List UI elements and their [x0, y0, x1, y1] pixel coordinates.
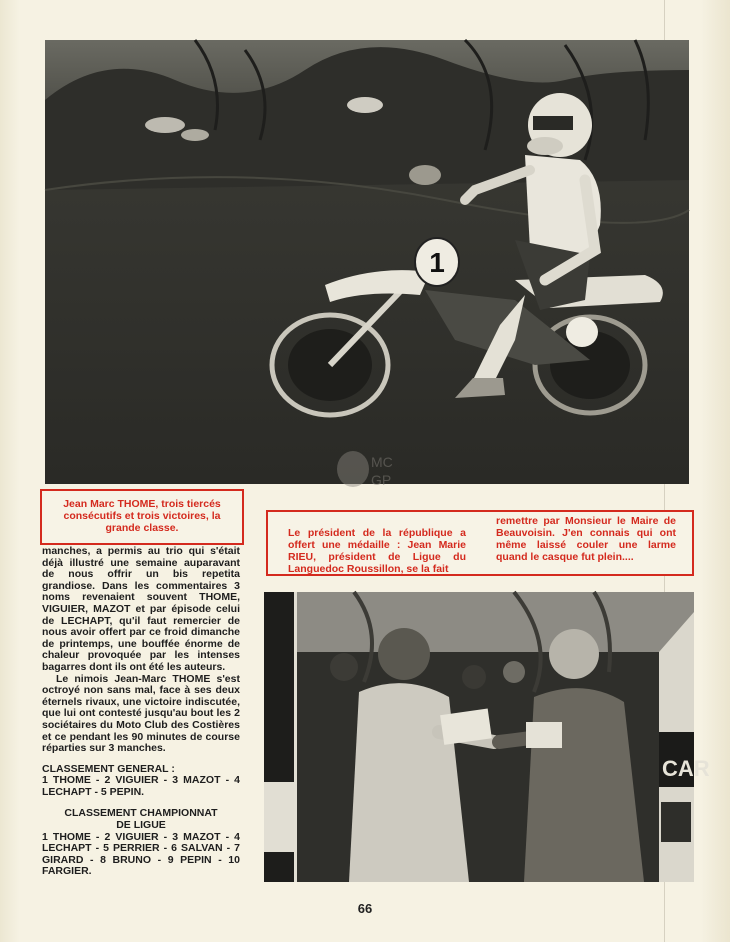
page-number: 66 [357, 901, 373, 916]
caption-right-column-2: remettre par Monsieur le Maire de Beauvoisin. J'en connais qui ont même laissé couler une larme quand le casque fut plein.... [496, 515, 676, 563]
general-ranking-results: 1 THOME - 2 VIGUIER - 3 MAZOT - 4 LECHAPT - 5 PEPIN. [42, 774, 240, 798]
league-ranking-results: 1 THOME - 2 VIGUIER - 3 MAZOT - 4 LECHAPT - 5 PERRIER - 6 SALVAN - 7 GIRARD - 8 BRUNO - 9 PEPIN - 10 FARGIER. [42, 830, 240, 878]
caption-box-left [40, 489, 244, 545]
article-column [42, 546, 240, 878]
truck-lettering: CAR [662, 756, 710, 781]
motocross-rider-photo [45, 40, 689, 484]
top-bike-number: 1 [429, 247, 445, 278]
general-ranking-title: CLASSEMENT GENERAL : [42, 762, 175, 775]
caption-box-right [266, 510, 694, 576]
caption-left-text: Jean Marc THOME, trois tiercés consécutifs et trois victoires, la grande classe. [63, 498, 221, 534]
svg-text:MC: MC [371, 454, 393, 470]
article-paragraph-2: Le nimois Jean-Marc THOME s'est octroyé non sans mal, face à ses deux éternels rivaux, une victoire indiscutée, que lui ont contesté jusqu'au bout les 2 sociétaires du Moto Club des Costières et ce pendant les 90 minutes de course réparties sur 3 manches. [42, 672, 240, 755]
article-paragraph-1: manches, a permis au trio qui s'était déjà illustré une semaine auparavant de nous offrir un bis repetita grandiose. Dans les commentaires 3 noms revenaient souvent THOME, VIGUIER, MAZOT et par épisode celui de LECHAPT, qu'il faut remercier de nous avoir offert par ce froid dimanche de printemps, une bouffée énorme de chaleur provoquée par les intenses bagarres dont ils ont été les auteurs. [42, 545, 240, 673]
svg-text:GP: GP [371, 472, 392, 488]
league-ranking-title-line-1: CLASSEMENT CHAMPIONNAT [64, 807, 218, 820]
league-ranking-title-line-2: DE LIGUE [116, 819, 166, 832]
caption-right-column-1: Le président de la république a offert une médaille : Jean Marie RIEU, président de Ligue du Languedoc Roussillon, se la fait [288, 527, 466, 575]
medal-ceremony-photo [264, 592, 710, 882]
watermark-logo [333, 447, 395, 493]
